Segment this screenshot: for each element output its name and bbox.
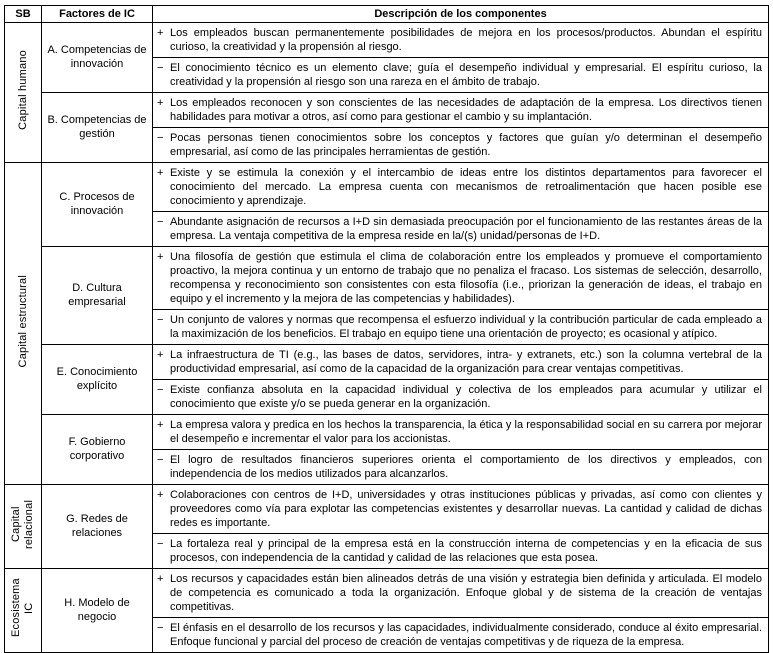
desc-text-f-minus: El logro de resultados financieros superiores orienta el comportamiento de los directivos y empleados, con independencia de los medios utilizados para alcanzarlos. [170,454,762,480]
desc-text-f-plus: La empresa valora y predica en los hechos la transparencia, la ética y la responsabilidad social en su carrera por mejorar el desempeño e incrementar el valor para los accionistas. [170,419,762,445]
desc-cell-b-minus [153,128,769,163]
section-cell-ecosistema-ic [5,569,42,653]
desc-row [157,61,762,89]
header-cell-sb: SB [5,6,42,23]
factor-name-b: B. Competencias de gestión [47,114,147,140]
factor-name-e: E. Conocimiento explícito [56,366,138,392]
minus-sign: − [157,62,164,74]
table-row [5,23,769,58]
desc-row [157,537,762,565]
section-label-capital-humano: Capital humano [16,50,29,130]
factor-name-c: C. Procesos de innovación [59,191,135,217]
desc-text-b-minus: Pocas personas tienen conocimientos sobre los conceptos y factores que guían y/o determinan el desempeño empresarial, así como de las principales herramientas de gestión. [170,132,762,158]
desc-cell-a-plus [153,23,769,58]
desc-row [157,572,762,614]
desc-cell-d-plus [153,247,769,310]
plus-sign: + [157,573,164,585]
table-row [5,93,769,128]
desc-text-a-plus: Los empleados buscan permanentemente posibilidades de mejora en los procesos/productos. Abundan el espíritu curioso, la creatividad y la propensión al riesgo. [170,27,762,53]
desc-row [157,250,762,306]
desc-row [157,26,762,54]
ic-factors-table [4,5,769,653]
desc-text-g-minus: La fortaleza real y principal de la empresa está en la construcción interna de competencias y en la eficacia de sus procesos, con independencia de la cantidad y calidad de las relaciones que esta posea. [170,538,762,564]
table-row [5,345,769,380]
table-row [5,569,769,618]
desc-cell-e-plus [153,345,769,380]
factor-cell-e [42,345,153,415]
desc-cell-a-minus [153,58,769,93]
desc-text-e-minus: Existe confianza absoluta en la capacidad individual y colectiva de los empleados para acumular y utilizar el conocimiento que existe y/o se pueda generar en la organización. [170,384,762,410]
minus-sign: − [157,454,164,466]
factor-name-h: H. Modelo de negocio [64,597,130,623]
desc-row [157,215,762,243]
desc-cell-h-plus [153,569,769,618]
desc-row [157,488,762,530]
plus-sign: + [157,97,164,109]
desc-text-c-minus: Abundante asignación de recursos a I+D sin demasiada preocupación por el funcionamiento de las restantes áreas de la empresa. La ventaja competitiva de la empresa reside en la/(s) unidad/personas de I+D. [170,216,762,242]
desc-text-h-minus: El énfasis en el desarrollo de los recursos y las capacidades, individualmente considerado, conduce al éxito empresarial. Enfoque funcional y parcial del proceso de creación de ventajas competitivas y de riqueza de la empresa. [170,622,762,648]
plus-sign: + [157,27,164,39]
desc-cell-g-minus [153,534,769,569]
desc-cell-h-minus [153,618,769,653]
desc-text-e-plus: La infraestructura de TI (e.g., las bases de datos, servidores, intra- y extranets, etc.) son la columna vertebral de la productividad empresarial, así como de la capacidad de la organización para crear ventajas competitivas. [170,349,762,375]
section-label-capital-relacional: Capital relacional [10,499,35,549]
section-label-capital-estructural: Capital estructural [16,274,29,368]
plus-sign: + [157,349,164,361]
minus-sign: − [157,132,164,144]
desc-text-h-plus: Los recursos y capacidades están bien alineados detrás de una visión y estrategia bien definida y articulada. El modelo de competencia es comunicado a toda la organización. Enfoque global y de sistema de la creación de ventajas competitivas. [170,573,762,613]
factor-cell-a [42,23,153,93]
desc-text-a-minus: El conocimiento técnico es un elemento clave; guía el desempeño individual y empresarial. El espíritu curioso, la creatividad y la propensión al riesgo son una rareza en el ámbito de trabajo. [170,62,762,88]
factor-cell-f [42,415,153,485]
minus-sign: − [157,314,164,326]
factor-name-a: A. Competencias de innovación [47,44,147,70]
table-row [5,247,769,310]
desc-text-g-plus: Colaboraciones con centros de I+D, universidades y otras instituciones públicas y privadas, así como con clientes y proveedores como vía para explotar las competencias existentes y desarrollar nuevas. La cantidad y calidad de dichas redes es importante. [170,489,762,529]
desc-cell-c-minus [153,212,769,247]
factor-cell-b [42,93,153,163]
desc-row [157,621,762,649]
plus-sign: + [157,489,164,501]
factor-cell-c [42,163,153,247]
factor-cell-g [42,485,153,569]
desc-cell-e-minus [153,380,769,415]
header-cell-factors: Factores de IC [42,6,153,23]
header-cell-description: Descripción de los componentes [153,6,769,23]
desc-row [157,453,762,481]
minus-sign: − [157,622,164,634]
section-cell-capital-relacional [5,485,42,569]
desc-cell-g-plus [153,485,769,534]
factor-cell-h [42,569,153,653]
header-row [5,6,769,23]
minus-sign: − [157,538,164,550]
desc-text-d-minus: Un conjunto de valores y normas que recompensa el esfuerzo individual y la contribución particular de cada empleado a la maximización de los beneficios. El trabajo en equipo tiene una orientación de proyecto; es ocasional y atípico. [170,314,762,340]
desc-text-b-plus: Los empleados reconocen y son conscientes de las necesidades de adaptación de la empresa. Los directivos tienen habilidades para motivar a otros, así como para gestionar el cambio y su implantación. [170,97,762,123]
desc-row [157,383,762,411]
section-cell-capital-humano [5,23,42,163]
desc-text-d-plus: Una filosofía de gestión que estimula el clima de colaboración entre los empleados y promueve el comportamiento proactivo, la mejora continua y un entorno de trabajo que no penaliza el fracaso. Los sistemas de selección, desarrollo, recompensa y reconocimiento son consistentes con esta filosofía (i.e., priorizan la generación de ideas, el trabajo en equipo y el incremento y la mejora de las competencias y habilidades). [170,251,762,305]
desc-row [157,166,762,208]
factor-name-g: G. Redes de relaciones [66,513,128,539]
desc-cell-b-plus [153,93,769,128]
desc-row [157,96,762,124]
desc-cell-f-minus [153,450,769,485]
minus-sign: − [157,216,164,228]
section-label-ecosistema-ic: Ecosistema IC [10,578,35,637]
factor-name-d: D. Cultura empresarial [68,282,126,308]
section-cell-capital-estructural [5,163,42,485]
desc-cell-f-plus [153,415,769,450]
plus-sign: + [157,419,164,431]
table-row [5,415,769,450]
desc-row [157,418,762,446]
desc-row [157,348,762,376]
factor-cell-d [42,247,153,345]
desc-row [157,313,762,341]
desc-cell-d-minus [153,310,769,345]
table-row [5,485,769,534]
plus-sign: + [157,251,164,263]
minus-sign: − [157,384,164,396]
table-row [5,163,769,212]
desc-text-c-plus: Existe y se estimula la conexión y el intercambio de ideas entre los distintos departamentos para favorecer el conocimiento del mercado. La empresa cuenta con mecanismos de retroalimentación que hacen posible ese conocimiento y aprendizaje. [170,167,762,207]
desc-cell-c-plus [153,163,769,212]
factor-name-f: F. Gobierno corporativo [68,436,126,462]
desc-row [157,131,762,159]
plus-sign: + [157,167,164,179]
